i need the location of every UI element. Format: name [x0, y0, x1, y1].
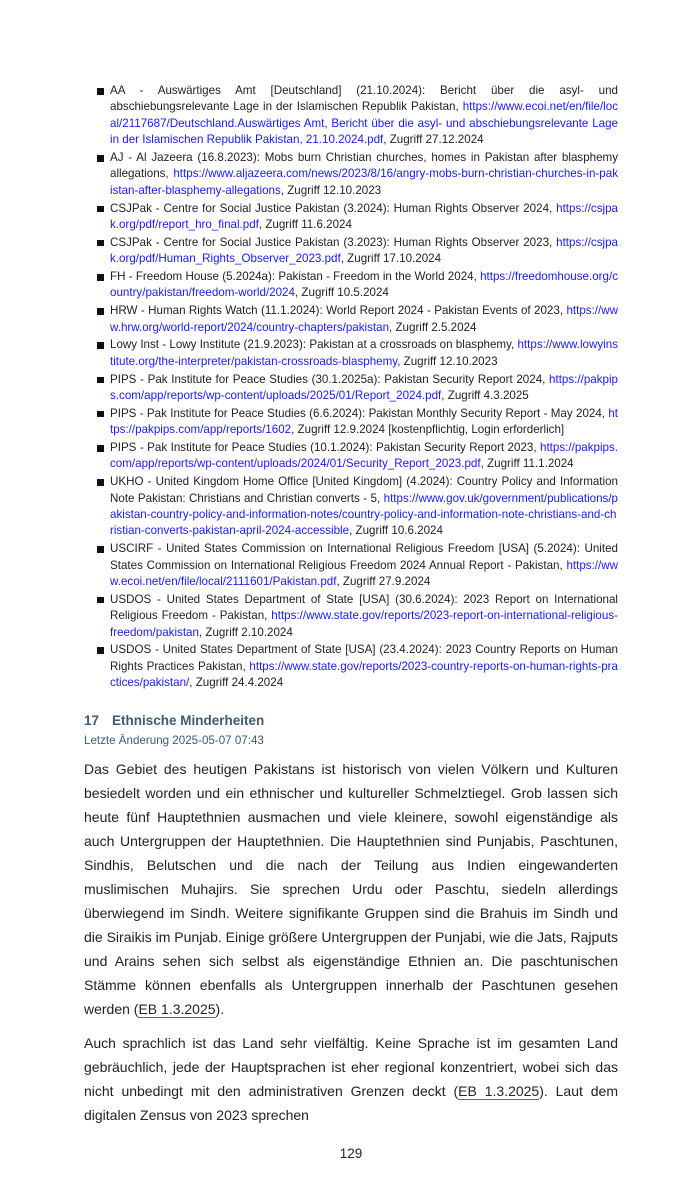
reference-item — [96, 642, 618, 691]
section-heading — [84, 712, 618, 730]
last-modified: Letzte Änderung 2025-05-07 07:43 — [84, 733, 264, 747]
reference-text: USDOS - United States Department of State [USA] (23.4.2024): 2023 Country Reports on Human Rights Practices Pakistan, — [110, 643, 618, 673]
reference-link[interactable]: https://csjpak.org/pdf/Human_Rights_Observer_2023.pdf — [110, 235, 618, 266]
reference-item — [96, 592, 618, 641]
reference-text: USCIRF - United States Commission on International Religious Freedom [USA] (5.2024): United States Commission on International Religious Freedom 2024 Annual Report - Pakistan, — [110, 542, 618, 572]
reference-link[interactable]: https://www.state.gov/reports/2023-report-on-international-religious-freedom/pakistan — [110, 609, 618, 639]
reference-text: AJ - Al Jazeera (16.8.2023): Mobs burn Christian churches, homes in Pakistan after blasphemy allegations, — [110, 151, 618, 181]
paragraph-text: Das Gebiet des heutigen Pakistans ist historisch von vielen Völkern und Kulturen besiedelt worden und ein ethnischer und kultureller Schmelztiegel. Grob lassen sich heute fünf Hauptethnien ausmachen und viele kleinere, sowohl eigenständige als auch Untergruppen der Hauptethnien. Die Hauptethnien sind Punjabis, Paschtunen, Sindhis, Belutschen und die nach der Teilung aus Indien eingewanderten muslimischen Muhajirs. Sie sprechen Urdu oder Paschtu, siedeln allerdings überwiegend im Sindh. Weitere signifikante Gruppen sind die Brahuis im Sindh und die Siraikis im Punjab. Einige größere Untergruppen der Punjabi, wie die Jats, Rajputs und Arains sehen sich selbst als eigenständige Ethnien an. Die paschtunischen Stämme können ebenfalls als Untergruppen innerhalb der Paschtunen gesehen werden ( — [84, 760, 618, 1017]
reference-access-date: , Zugriff 24.4.2024 — [189, 676, 284, 690]
reference-access-date: , Zugriff 4.3.2025 — [441, 389, 529, 403]
reference-link[interactable]: https://csjpak.org/pdf/report_hro_final.pdf — [110, 201, 618, 232]
reference-item — [96, 337, 618, 370]
paragraph — [84, 757, 618, 1021]
reference-link[interactable]: https://www.hrw.org/world-report/2024/country-chapters/pakistan — [110, 304, 618, 334]
reference-text: PIPS - Pak Institute for Peace Studies (6.6.2024): Pakistan Monthly Security Report - May 2024, — [110, 406, 609, 420]
paragraph-text: ). Laut dem digitalen Zensus von 2023 sprechen — [84, 1082, 618, 1123]
reference-item — [96, 372, 618, 405]
page-number: 129 — [339, 1145, 363, 1161]
reference-link[interactable]: https://www.ecoi.net/en/file/local/2117687/Deutschland.Auswärtiges Amt, Bericht über die asyl- und abschiebungsrelevante Lage in der Islamischen Republik Pakistan, 21.10.2024.pdf — [110, 100, 618, 147]
reference-access-date: , Zugriff 12.10.2023 — [280, 183, 382, 197]
reference-item — [96, 83, 618, 149]
paragraph-text: ). — [215, 1000, 225, 1017]
reference-link[interactable]: https://freedomhouse.org/country/pakistan/freedom-world/2024 — [110, 270, 618, 300]
section-title: Ethnische Minderheiten — [112, 712, 265, 728]
reference-access-date: , Zugriff 27.12.2024 — [383, 133, 484, 147]
paragraph — [84, 1031, 618, 1127]
reference-link[interactable]: https://www.ecoi.net/en/file/local/2111601/Pakistan.pdf — [110, 558, 618, 589]
reference-access-date: , Zugriff 17.10.2024 — [340, 252, 442, 266]
reference-access-date: , Zugriff 12.9.2024 [kostenpflichtig, Login erforderlich] — [291, 423, 565, 437]
reference-list — [96, 83, 618, 692]
paragraph-text: Auch sprachlich ist das Land sehr vielfältig. Keine Sprache ist im gesamten Land gebräuchlich, jede der Hauptsprachen ist eher regional konzentriert, wobei sich das nicht unbedingt mit den administrativen Grenzen deckt ( — [84, 1034, 618, 1099]
reference-text: HRW - Human Rights Watch (11.1.2024): World Report 2024 - Pakistan Events of 2023, — [110, 304, 567, 318]
reference-access-date: , Zugriff 2.5.2024 — [389, 320, 477, 334]
reference-link[interactable]: https://pakpips.com/app/reports/wp-content/uploads/2025/01/Report_2024.pdf — [110, 372, 618, 403]
reference-text: PIPS - Pak Institute for Peace Studies (30.1.2025a): Pakistan Security Report 2024, — [110, 372, 550, 386]
reference-item — [96, 541, 618, 590]
reference-access-date: , Zugriff 2.10.2024 — [198, 625, 293, 639]
reference-access-date: , Zugriff 11.6.2024 — [258, 218, 352, 232]
reference-text: USDOS - United States Department of State [USA] (30.6.2024): 2023 Report on International Religious Freedom - Pakistan, — [110, 592, 618, 623]
reference-access-date: , Zugriff 12.10.2023 — [397, 354, 498, 368]
reference-text: CSJPak - Centre for Social Justice Pakistan (3.2023): Human Rights Observer 2023, — [110, 235, 557, 249]
section-number: 17 — [84, 712, 100, 728]
reference-text: PIPS - Pak Institute for Peace Studies (10.1.2024): Pakistan Security Report 2023, — [110, 441, 541, 455]
reference-access-date: , Zugriff 27.9.2024 — [336, 575, 431, 589]
reference-item — [96, 269, 618, 302]
reference-access-date: , Zugriff 10.5.2024 — [294, 286, 389, 300]
reference-item — [96, 235, 618, 268]
reference-access-date: , Zugriff 10.6.2024 — [349, 524, 443, 538]
reference-link[interactable]: https://pakpips.com/app/reports/1602 — [110, 406, 618, 437]
reference-item — [96, 474, 618, 540]
reference-link[interactable]: https://pakpips.com/app/reports/wp-content/uploads/2024/01/Security_Report_2023.pdf — [110, 441, 618, 471]
reference-item — [96, 150, 618, 199]
citation-link[interactable]: EB 1.3.2025 — [138, 1000, 216, 1017]
reference-link[interactable]: https://www.gov.uk/government/publications/pakistan-country-policy-and-information-notes/country-policy-and-information-note-christians-and-christian-converts-pakistan-april-2024-accessible — [110, 491, 618, 538]
reference-text: Lowy Inst - Lowy Institute (21.9.2023): Pakistan at a crossroads on blasphemy, — [110, 338, 518, 352]
reference-item — [96, 201, 618, 234]
reference-text: AA - Auswärtiges Amt [Deutschland] (21.10.2024): Bericht über die asyl- und abschiebungsrelevante Lage in der Islamischen Republik Pakistan, — [110, 84, 618, 114]
reference-text: UKHO - United Kingdom Home Office [United Kingdom] (4.2024): Country Policy and Information Note Pakistan: Christians and Christian converts - 5, — [110, 475, 618, 505]
reference-text: FH - Freedom House (5.2024a): Pakistan - Freedom in the World 2024, — [110, 270, 481, 284]
reference-link[interactable]: https://www.lowyinstitute.org/the-interpreter/pakistan-crossroads-blasphemy — [110, 338, 618, 368]
reference-item — [96, 440, 618, 473]
reference-item — [96, 303, 618, 336]
citation-link[interactable]: EB 1.3.2025 — [458, 1082, 540, 1099]
reference-link[interactable]: https://www.state.gov/reports/2023-country-reports-on-human-rights-practices/pakistan/ — [110, 659, 618, 690]
reference-link[interactable]: https://www.aljazeera.com/news/2023/8/16/angry-mobs-burn-christian-churches-in-pakistan-after-blasphemy-allegations — [110, 167, 618, 197]
reference-access-date: , Zugriff 11.1.2024 — [480, 457, 574, 471]
reference-item — [96, 406, 618, 439]
reference-text: CSJPak - Centre for Social Justice Pakistan (3.2024): Human Rights Observer 2024, — [110, 201, 557, 215]
